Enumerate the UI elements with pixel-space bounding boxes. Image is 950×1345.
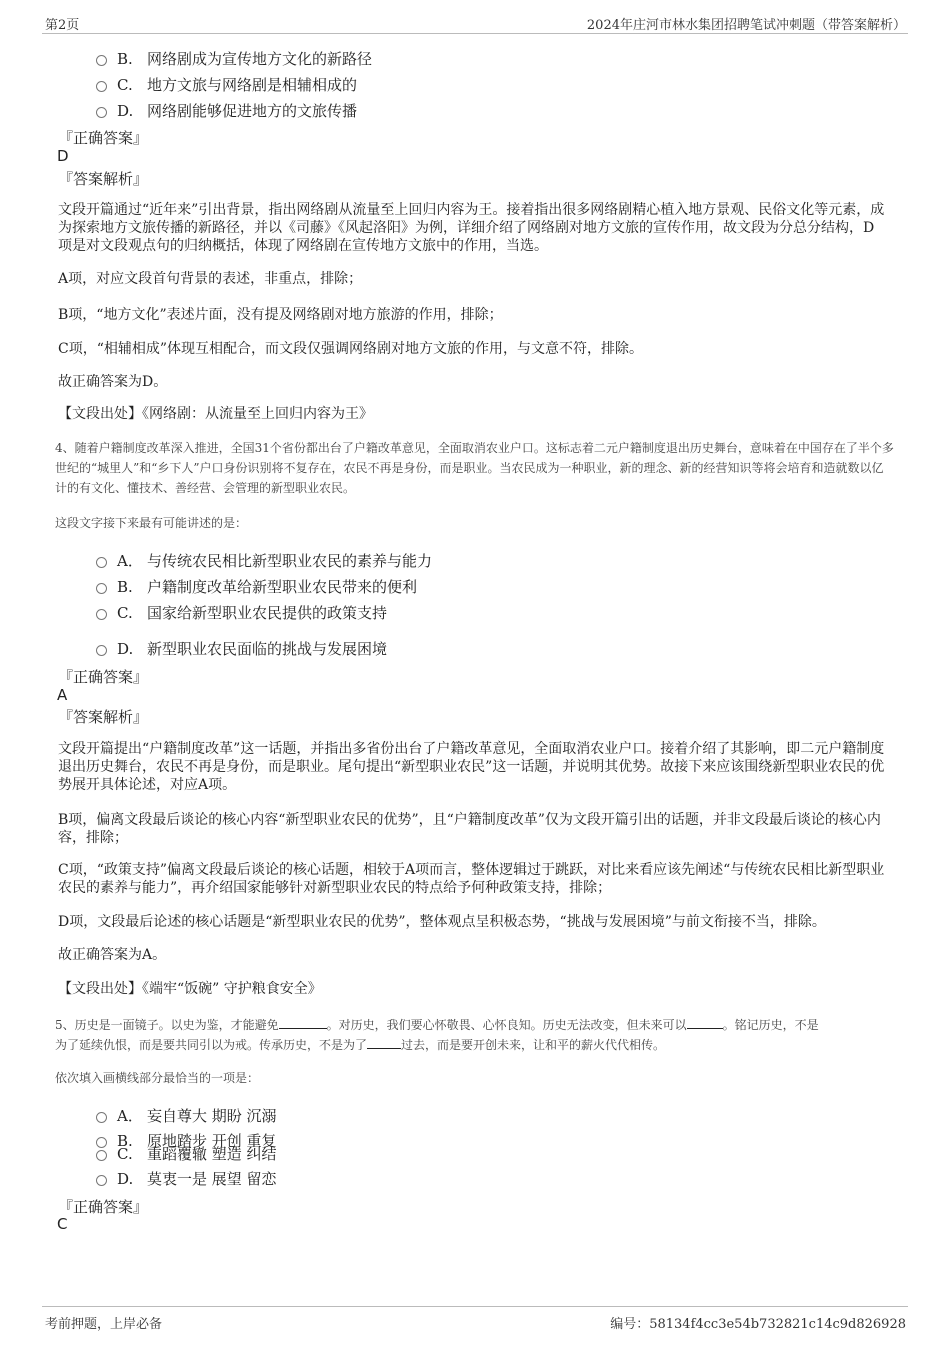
q3-analysis-b: B项，“地方文化”表述片面，没有提及网络剧对地方旅游的作用，排除；: [58, 307, 503, 323]
radio-icon[interactable]: [96, 81, 107, 92]
q4-option-b[interactable]: B. 户籍制度改革给新型职业农民带来的便利: [96, 576, 417, 597]
q3-analysis-c: C项，“相辅相成”体现互相配合，而文段仅强调网络剧对地方文旅的作用，与文意不符，排除。: [58, 341, 644, 357]
fill-blank[interactable]: [367, 1034, 401, 1049]
q4-option-a[interactable]: A． 与传统农民相比新型职业农民的素养与能力: [96, 550, 432, 571]
q5-question-line2: 为了延续仇恨，而是要共同引以为戒。传承历史，不是为了 过去，而是要开创未来，让和平的薪火代代相传。: [55, 1034, 895, 1055]
q5-option-d[interactable]: D. 莫衷一是 展望 留恋: [96, 1168, 277, 1189]
q5-correct-label: 『正确答案』: [58, 1198, 149, 1216]
radio-icon[interactable]: [96, 609, 107, 620]
q5-option-a[interactable]: A． 妄自尊大 期盼 沉溺: [96, 1105, 277, 1126]
header-divider: [42, 33, 908, 34]
q4-prompt: 这段文字接下来最有可能讲述的是：: [55, 516, 248, 530]
q3-option-d[interactable]: D. 网络剧能够促进地方的文旅传播: [96, 100, 357, 121]
fill-blank[interactable]: [687, 1014, 723, 1029]
q4-analysis-b: B项，偏离文段最后谈论的核心内容“新型职业农民的优势”，且“户籍制度改革”仅为文段开篇引出的话题，并非文段最后谈论的核心内容，排除；: [58, 812, 881, 846]
q5-option-c[interactable]: C. 重蹈覆辙 塑造 纠结: [96, 1143, 277, 1164]
radio-icon[interactable]: [96, 1112, 107, 1123]
q4-analysis-c: C项，“政策支持”偏离文段最后谈论的核心话题，相较于A项而言，整体逻辑过于跳跃，对比来看应该先阐述“与传统农民相比新型职业农民的素养与能力”，再介绍国家能够针对新型职业农民的特点给予何种政策支持，排除；: [58, 862, 885, 896]
q5-prompt: 依次填入画横线部分最恰当的一项是：: [55, 1071, 260, 1085]
page-number: 第2页: [45, 18, 80, 33]
q3-final-answer: 故正确答案为D。: [58, 374, 168, 390]
q4-final-answer: 故正确答案为A。: [58, 947, 167, 963]
footer-divider: [42, 1306, 908, 1307]
q3-analysis-a: A项，对应文段首句背景的表述，非重点，排除；: [58, 271, 363, 287]
radio-icon[interactable]: [96, 645, 107, 656]
q3-option-b[interactable]: B. 网络剧成为宣传地方文化的新路径: [96, 48, 372, 69]
q4-question: 4、随着户籍制度改革深入推进，全国31个省份都出台了户籍改革意见，全面取消农业户口。这标志着二元户籍制度退出历史舞台，意味着在中国存在了半个多世纪的“城里人”和“乡下人”户口身份识别将不复存在，农民不再是身份，而是职业。当农民成为一种职业，新的理念、新的经营知识等将会培育和造就数以亿计的有文化、懂技术、善经营、会管理的新型职业农民。: [55, 441, 894, 495]
q4-answer: A: [57, 686, 68, 704]
radio-icon[interactable]: [96, 55, 107, 66]
q3-source: 【文段出处】《网络剧：从流量至上回归内容为王》: [58, 406, 373, 422]
footer-slogan: 考前押题，上岸必备: [45, 1317, 163, 1332]
q3-analysis-label: 『答案解析』: [58, 170, 149, 188]
q4-analysis-main: 文段开篇提出“户籍制度改革”这一话题，并指出多省份出台了户籍改革意见，全面取消农业户口。接着介绍了其影响，即二元户籍制度退出历史舞台，农民不再是身份，而是职业。尾句提出“新型职业农民”这一话题，并说明其优势。故接下来应该围绕新型职业农民的优势展开具体论述，对应A项。: [58, 741, 885, 793]
q3-correct-label: 『正确答案』: [58, 129, 149, 147]
fill-blank[interactable]: [279, 1014, 327, 1029]
radio-icon[interactable]: [96, 1150, 107, 1161]
radio-icon[interactable]: [96, 107, 107, 118]
document-title: 2024年庄河市林水集团招聘笔试冲刺题（带答案解析）: [586, 18, 906, 33]
q3-analysis-main: 文段开篇通过“近年来”引出背景，指出网络剧从流量至上回归内容为王。接着指出很多网络剧精心植入地方景观、民俗文化等元素，成为探索地方文旅传播的新路径，并以《司藤》《风起洛阳》为例，详细介绍了网络剧对地方文旅的宣传作用，故文段为分总分结构，D项是对文段观点句的归纳概括，体现了网络剧在宣传地方文旅中的作用，当选。: [58, 202, 885, 254]
q3-option-c[interactable]: C. 地方文旅与网络剧是相辅相成的: [96, 74, 357, 95]
radio-icon[interactable]: [96, 583, 107, 594]
q5-question-line1: 5、历史是一面镜子。以史为鉴，才能避免 。对历史，我们要心怀敬畏、心怀良知。历史无法改变，但未来可以 。铭记历史，不是: [55, 1014, 895, 1035]
q4-option-d[interactable]: D. 新型职业农民面临的挑战与发展困境: [96, 638, 387, 659]
document-id: 编号：58134f4cc3e54b732821c14c9d826928: [610, 1317, 906, 1332]
q3-answer: D: [57, 147, 69, 165]
q4-analysis-label: 『答案解析』: [58, 708, 149, 726]
q5-answer: C: [57, 1215, 68, 1233]
q4-source: 【文段出处】《端牢“饭碗” 守护粮食安全》: [58, 981, 322, 997]
radio-icon[interactable]: [96, 1175, 107, 1186]
q4-option-c[interactable]: C. 国家给新型职业农民提供的政策支持: [96, 602, 387, 623]
q5-option-b[interactable]: B. 原地踏步 开创 重复: [96, 1130, 277, 1151]
q4-correct-label: 『正确答案』: [58, 668, 149, 686]
radio-icon[interactable]: [96, 557, 107, 568]
q4-analysis-d: D项，文段最后论述的核心话题是“新型职业农民的优势”，整体观点呈积极态势，“挑战与发展困境”与前文衔接不当，排除。: [58, 914, 826, 930]
